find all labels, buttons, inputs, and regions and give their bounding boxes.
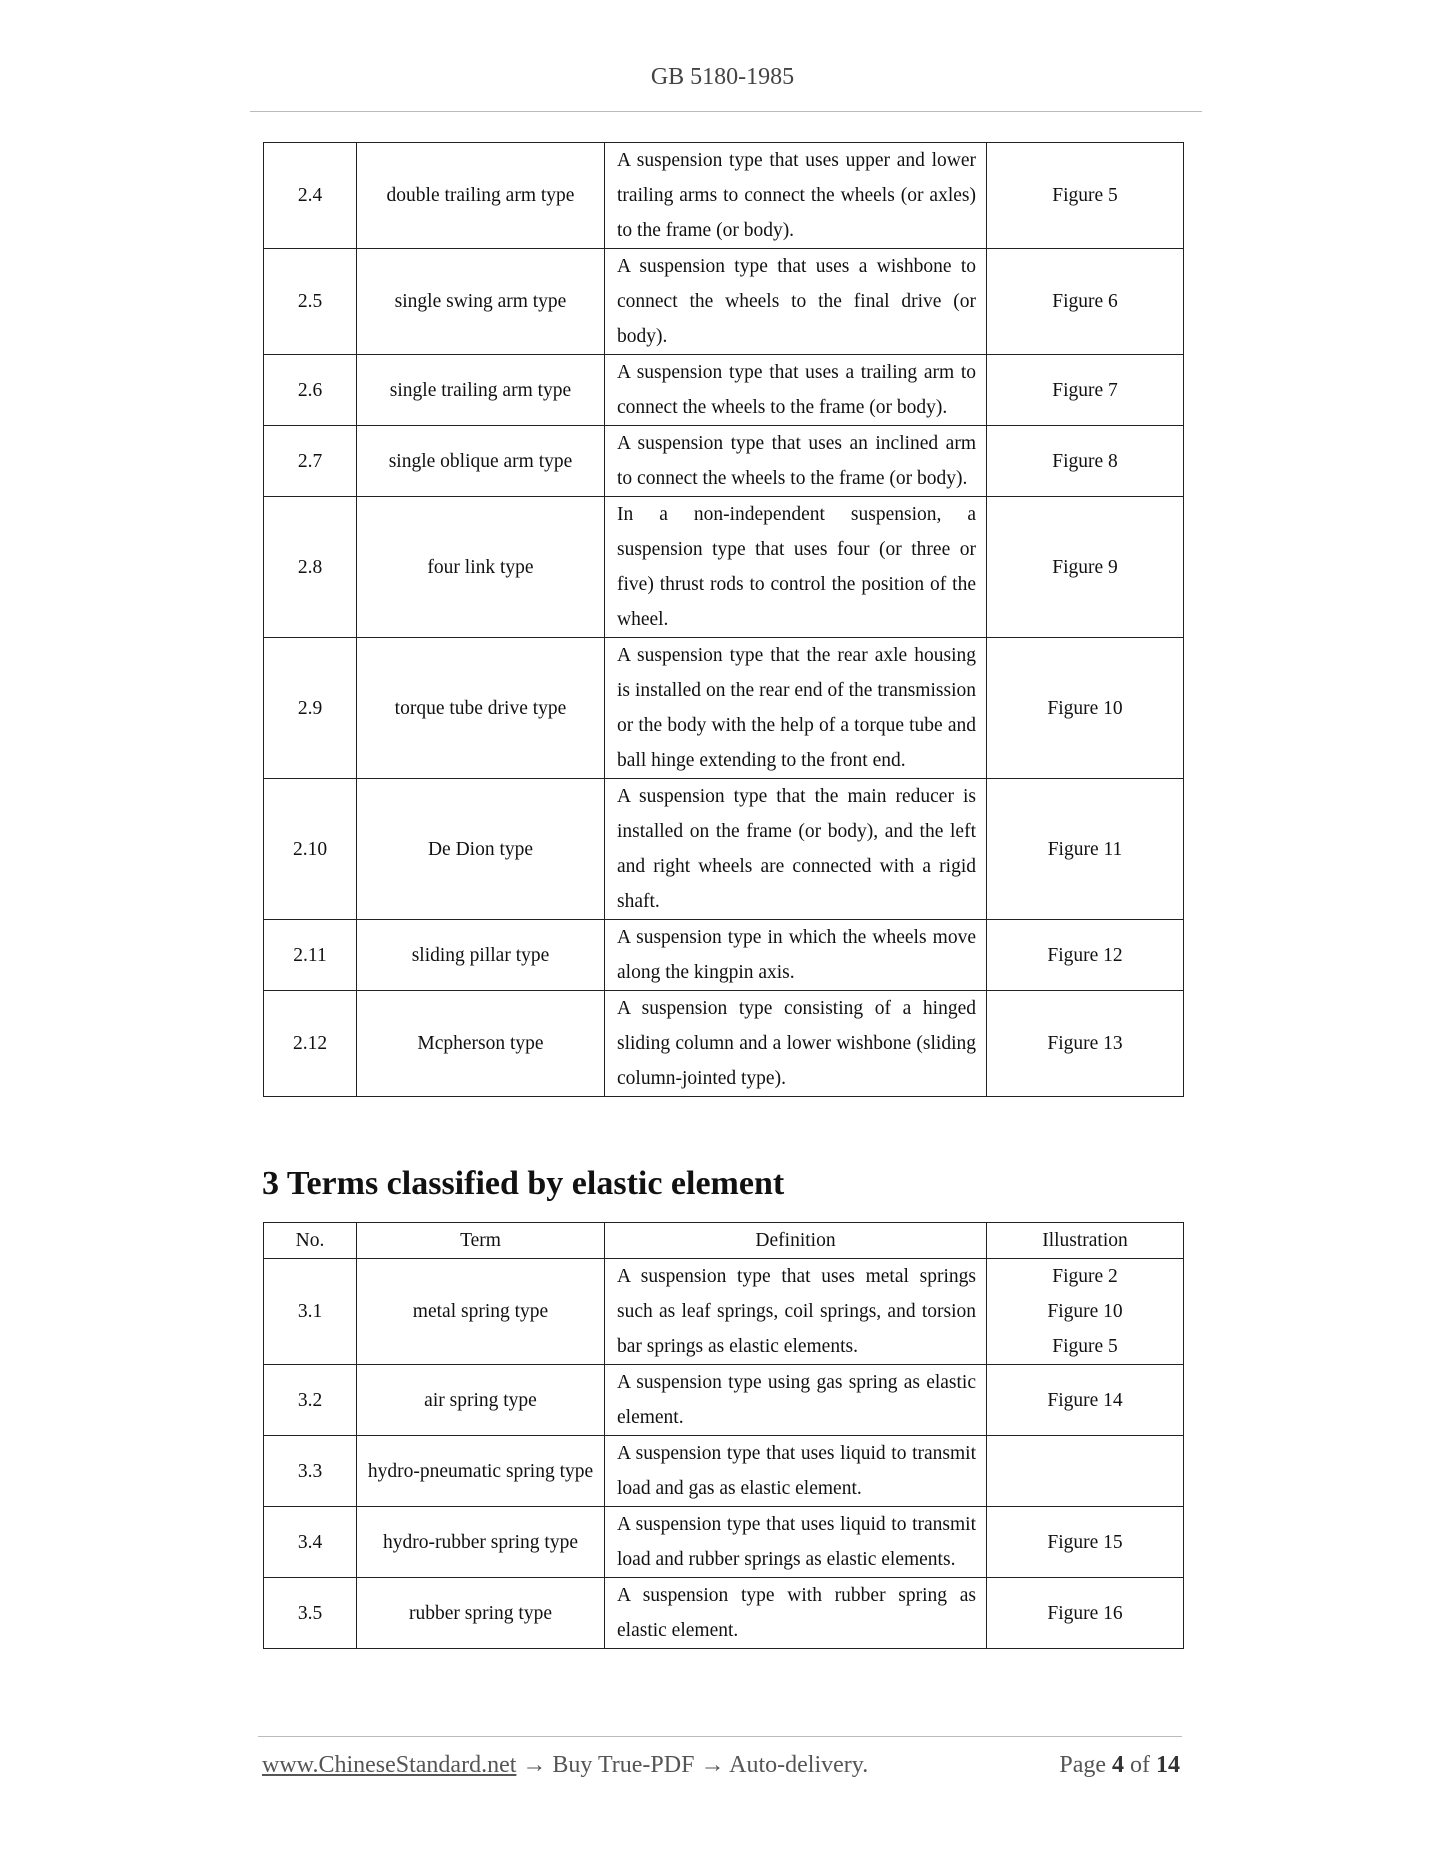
- term-definition: A suspension type using gas spring as elastic element.: [605, 1365, 987, 1436]
- term-number: 2.6: [264, 355, 357, 426]
- table-row: [264, 1365, 1184, 1436]
- term-illustration: [987, 779, 1184, 920]
- term-name: De Dion type: [357, 779, 605, 920]
- term-number: 2.5: [264, 249, 357, 355]
- table-row: [264, 1259, 1184, 1365]
- arrow-icon: →: [700, 1752, 725, 1778]
- figure-reference: Figure 9: [1052, 556, 1118, 578]
- table-row: [264, 991, 1184, 1097]
- term-illustration: [987, 920, 1184, 991]
- term-definition: A suspension type consisting of a hinged sliding column and a lower wishbone (sliding column-jointed type).: [605, 991, 987, 1097]
- term-name: air spring type: [357, 1365, 605, 1436]
- term-name: single oblique arm type: [357, 426, 605, 497]
- term-definition: In a non-independent suspension, a suspension type that uses four (or three or five) thrust rods to control the position of the wheel.: [605, 497, 987, 638]
- table-row: [264, 920, 1184, 991]
- table-row: [264, 779, 1184, 920]
- figure-reference: Figure 14: [1047, 1389, 1123, 1411]
- figure-reference: Figure 15: [1047, 1531, 1123, 1553]
- page-total: 14: [1156, 1752, 1180, 1778]
- term-number: 3.3: [264, 1436, 357, 1507]
- column-header-illustration: Illustration: [987, 1223, 1184, 1259]
- figure-reference: Figure 5: [1052, 185, 1118, 206]
- term-name: metal spring type: [357, 1259, 605, 1365]
- terms-table-section3: [263, 1222, 1184, 1649]
- term-name: single swing arm type: [357, 249, 605, 355]
- column-header-no: No.: [264, 1223, 357, 1259]
- table-row: [264, 1578, 1184, 1649]
- term-name: single trailing arm type: [357, 355, 605, 426]
- term-illustration: [987, 1578, 1184, 1649]
- term-definition: A suspension type in which the wheels move along the kingpin axis.: [605, 920, 987, 991]
- page-footer: [262, 1752, 1180, 1786]
- figure-reference: Figure 2: [1052, 1266, 1118, 1287]
- term-name: double trailing arm type: [357, 143, 605, 249]
- term-number: 2.7: [264, 426, 357, 497]
- term-illustration: [987, 497, 1184, 638]
- term-illustration: [987, 638, 1184, 779]
- figure-reference: Figure 13: [1047, 1033, 1123, 1054]
- term-illustration: [987, 1259, 1184, 1365]
- term-definition: A suspension type that uses a wishbone to connect the wheels to the final drive (or body).: [605, 249, 987, 355]
- term-number: 3.2: [264, 1365, 357, 1436]
- term-definition: A suspension type that uses liquid to transmit load and gas as elastic element.: [605, 1436, 987, 1507]
- table-row: [264, 426, 1184, 497]
- footer-divider: [258, 1736, 1182, 1737]
- term-definition: A suspension type that the rear axle housing is installed on the rear end of the transmission or the body with the help of a torque tube and ball hinge extending to the front end.: [605, 638, 987, 779]
- figure-reference: Figure 6: [1052, 291, 1118, 312]
- term-definition: A suspension type that uses metal springs such as leaf springs, coil springs, and torsion bar springs as elastic elements.: [605, 1259, 987, 1365]
- buy-pdf-link[interactable]: Buy True-PDF: [552, 1752, 695, 1778]
- column-header-definition: Definition: [605, 1223, 987, 1259]
- term-number: 2.12: [264, 991, 357, 1097]
- table-row: [264, 1507, 1184, 1578]
- terms-table-body: [264, 143, 1184, 1097]
- table-row: [264, 638, 1184, 779]
- term-name: hydro-pneumatic spring type: [357, 1436, 605, 1507]
- term-definition: A suspension type that uses an inclined arm to connect the wheels to the frame (or body).: [605, 426, 987, 497]
- table-row: [264, 355, 1184, 426]
- terms-table-section2: [263, 142, 1184, 1097]
- term-number: 2.10: [264, 779, 357, 920]
- page-indicator: [1059, 1752, 1180, 1779]
- term-illustration: [987, 1436, 1184, 1507]
- figure-reference: Figure 10: [1047, 1301, 1123, 1322]
- auto-delivery-text: Auto-delivery.: [729, 1752, 869, 1778]
- term-number: 3.1: [264, 1259, 357, 1365]
- term-illustration: [987, 355, 1184, 426]
- term-number: 3.5: [264, 1578, 357, 1649]
- site-link[interactable]: www.ChineseStandard.net: [262, 1752, 517, 1778]
- document-header: GB 5180-1985: [650, 64, 795, 90]
- term-name: hydro-rubber spring type: [357, 1507, 605, 1578]
- term-illustration: [987, 426, 1184, 497]
- term-name: torque tube drive type: [357, 638, 605, 779]
- table-row: [264, 1436, 1184, 1507]
- arrow-icon: →: [522, 1752, 547, 1778]
- figure-reference: Figure 8: [1052, 450, 1118, 472]
- figure-reference: Figure 10: [1047, 697, 1123, 719]
- term-definition: A suspension type that the main reducer is installed on the frame (or body), and the left and right wheels are connected with a rigid shaft.: [605, 779, 987, 920]
- term-definition: A suspension type with rubber spring as elastic element.: [605, 1578, 987, 1649]
- table-row: [264, 143, 1184, 249]
- term-number: 2.11: [264, 920, 357, 991]
- term-definition: A suspension type that uses a trailing arm to connect the wheels to the frame (or body).: [605, 355, 987, 426]
- term-illustration: [987, 1507, 1184, 1578]
- term-number: 3.4: [264, 1507, 357, 1578]
- term-illustration: [987, 249, 1184, 355]
- term-number: 2.4: [264, 143, 357, 249]
- section-title: 3 Terms classified by elastic element: [262, 1165, 785, 1202]
- figure-reference: Figure 16: [1047, 1602, 1123, 1624]
- term-definition: A suspension type that uses upper and lower trailing arms to connect the wheels (or axles) to the frame (or body).: [605, 143, 987, 249]
- figure-reference: Figure 12: [1047, 944, 1123, 966]
- header-divider: [250, 111, 1202, 112]
- footer-links: [262, 1752, 868, 1779]
- table-row: [264, 249, 1184, 355]
- term-number: 2.9: [264, 638, 357, 779]
- term-illustration: [987, 991, 1184, 1097]
- term-illustration: [987, 143, 1184, 249]
- term-illustration: [987, 1365, 1184, 1436]
- term-name: sliding pillar type: [357, 920, 605, 991]
- figure-reference: Figure 11: [1047, 838, 1123, 860]
- term-name: rubber spring type: [357, 1578, 605, 1649]
- table-row: [264, 497, 1184, 638]
- figure-reference: Figure 5: [1052, 1336, 1118, 1357]
- term-name: four link type: [357, 497, 605, 638]
- term-definition: A suspension type that uses liquid to transmit load and rubber springs as elastic elements.: [605, 1507, 987, 1578]
- terms-table-body: [264, 1259, 1184, 1649]
- figure-reference: Figure 7: [1052, 379, 1118, 401]
- term-name: Mcpherson type: [357, 991, 605, 1097]
- table-header-row: [264, 1223, 1184, 1259]
- page-of: of: [1130, 1752, 1150, 1778]
- term-number: 2.8: [264, 497, 357, 638]
- column-header-term: Term: [357, 1223, 605, 1259]
- page-current: 4: [1112, 1752, 1124, 1778]
- page-word: Page: [1059, 1752, 1106, 1778]
